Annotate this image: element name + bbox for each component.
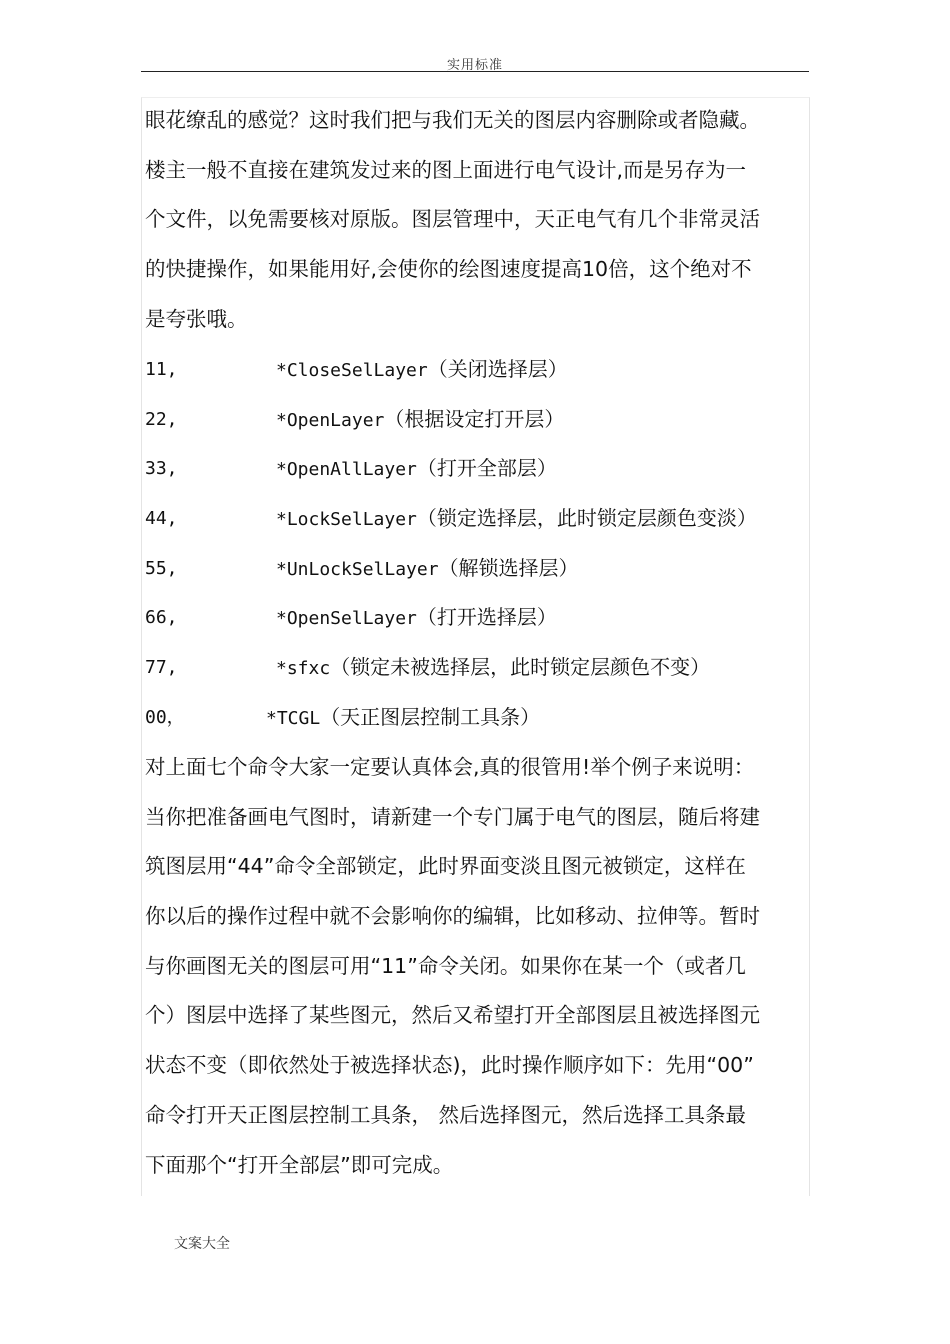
explanation-paragraph [145, 743, 817, 1190]
command-description: （打开选择层） [416, 605, 557, 630]
command-code: *OpenLayer（根据设定打开层） [276, 406, 565, 431]
command-description: （打开全部层） [416, 456, 557, 481]
command-number: 22, [145, 408, 178, 430]
text-line: 对上面七个命令大家一定要认真体会,真的很管用!举个例子来说明： [145, 755, 755, 779]
text-line: 与你画图无关的图层可用“11”命令关闭。如果你在某一个（或者几 [145, 953, 746, 978]
text-line: 状态不变（即依然处于被选择状态)，此时操作顺序如下：先用“00” [145, 1053, 754, 1078]
text-line: 下面那个“打开全部层”即可完成。 [145, 1152, 454, 1177]
command-item [145, 444, 805, 494]
command-number: 00， [145, 706, 185, 728]
command-description: （根据设定打开层） [384, 406, 565, 431]
command-item [145, 643, 805, 693]
text-line: 眼花缭乱的感觉？这时我们把与我们无关的图层内容删除或者隐藏。 [145, 108, 760, 132]
command-description: （关闭选择层） [427, 357, 568, 381]
command-code: *sfxc（锁定未被选择层，此时锁定层颜色不变） [276, 655, 711, 680]
command-code: *TCGL（天正图层控制工具条） [266, 704, 541, 729]
command-number: 11, [145, 359, 178, 380]
command-number: 77, [145, 657, 178, 679]
command-item [145, 494, 805, 544]
command-code: *CloseSelLayer（关闭选择层） [276, 357, 568, 381]
command-number: 55, [145, 557, 178, 579]
text-line: 筑图层用“44”命令全部锁定，此时界面变淡且图元被锁定，这样在 [145, 854, 746, 879]
command-description: （锁定未被选择层，此时锁定层颜色不变） [330, 655, 711, 680]
header-divider [141, 71, 809, 72]
text-line: 的快捷操作，如果能用好,会使你的绘图速度提高10倍，这个绝对不 [145, 257, 752, 282]
command-code: *LockSelLayer（锁定选择层，此时锁定层颜色变淡） [276, 506, 757, 531]
command-number: 44, [145, 508, 178, 530]
page-header-title: 实用标准 [446, 58, 503, 73]
command-description: （锁定选择层，此时锁定层颜色变淡） [416, 506, 757, 531]
command-item [145, 593, 805, 643]
page-footer-text: 文案大全 [174, 1236, 230, 1252]
command-number: 33, [145, 458, 178, 480]
text-line: 当你把准备画电气图时，请新建一个专门属于电气的图层，随后将建 [145, 804, 760, 829]
command-code: *OpenSelLayer（打开选择层） [276, 605, 557, 630]
command-number: 66, [145, 607, 178, 629]
command-item [145, 693, 805, 743]
intro-paragraph [145, 96, 817, 344]
text-line: 命令打开天正图层控制工具条， 然后选择图元，然后选择工具条最 [145, 1102, 747, 1127]
command-description: （解锁选择层） [438, 555, 579, 580]
command-code: *OpenAllLayer（打开全部层） [276, 456, 557, 481]
text-line: 是夸张哦。 [145, 306, 248, 331]
command-item [145, 544, 805, 594]
command-list [145, 345, 805, 743]
text-line: 个文件，以免需要核对原版。图层管理中，天正电气有几个非常灵活 [145, 207, 760, 232]
command-item [145, 395, 805, 445]
command-item [145, 345, 805, 395]
command-code: *UnLockSelLayer（解锁选择层） [276, 555, 579, 580]
text-line: 你以后的操作过程中就不会影响你的编辑，比如移动、拉伸等。暂时 [145, 904, 760, 929]
text-line: 个）图层中选择了某些图元，然后又希望打开全部图层且被选择图元 [145, 1003, 760, 1028]
text-line: 楼主一般不直接在建筑发过来的图上面进行电气设计,而是另存为一 [145, 157, 747, 182]
command-description: （天正图层控制工具条） [320, 704, 541, 729]
